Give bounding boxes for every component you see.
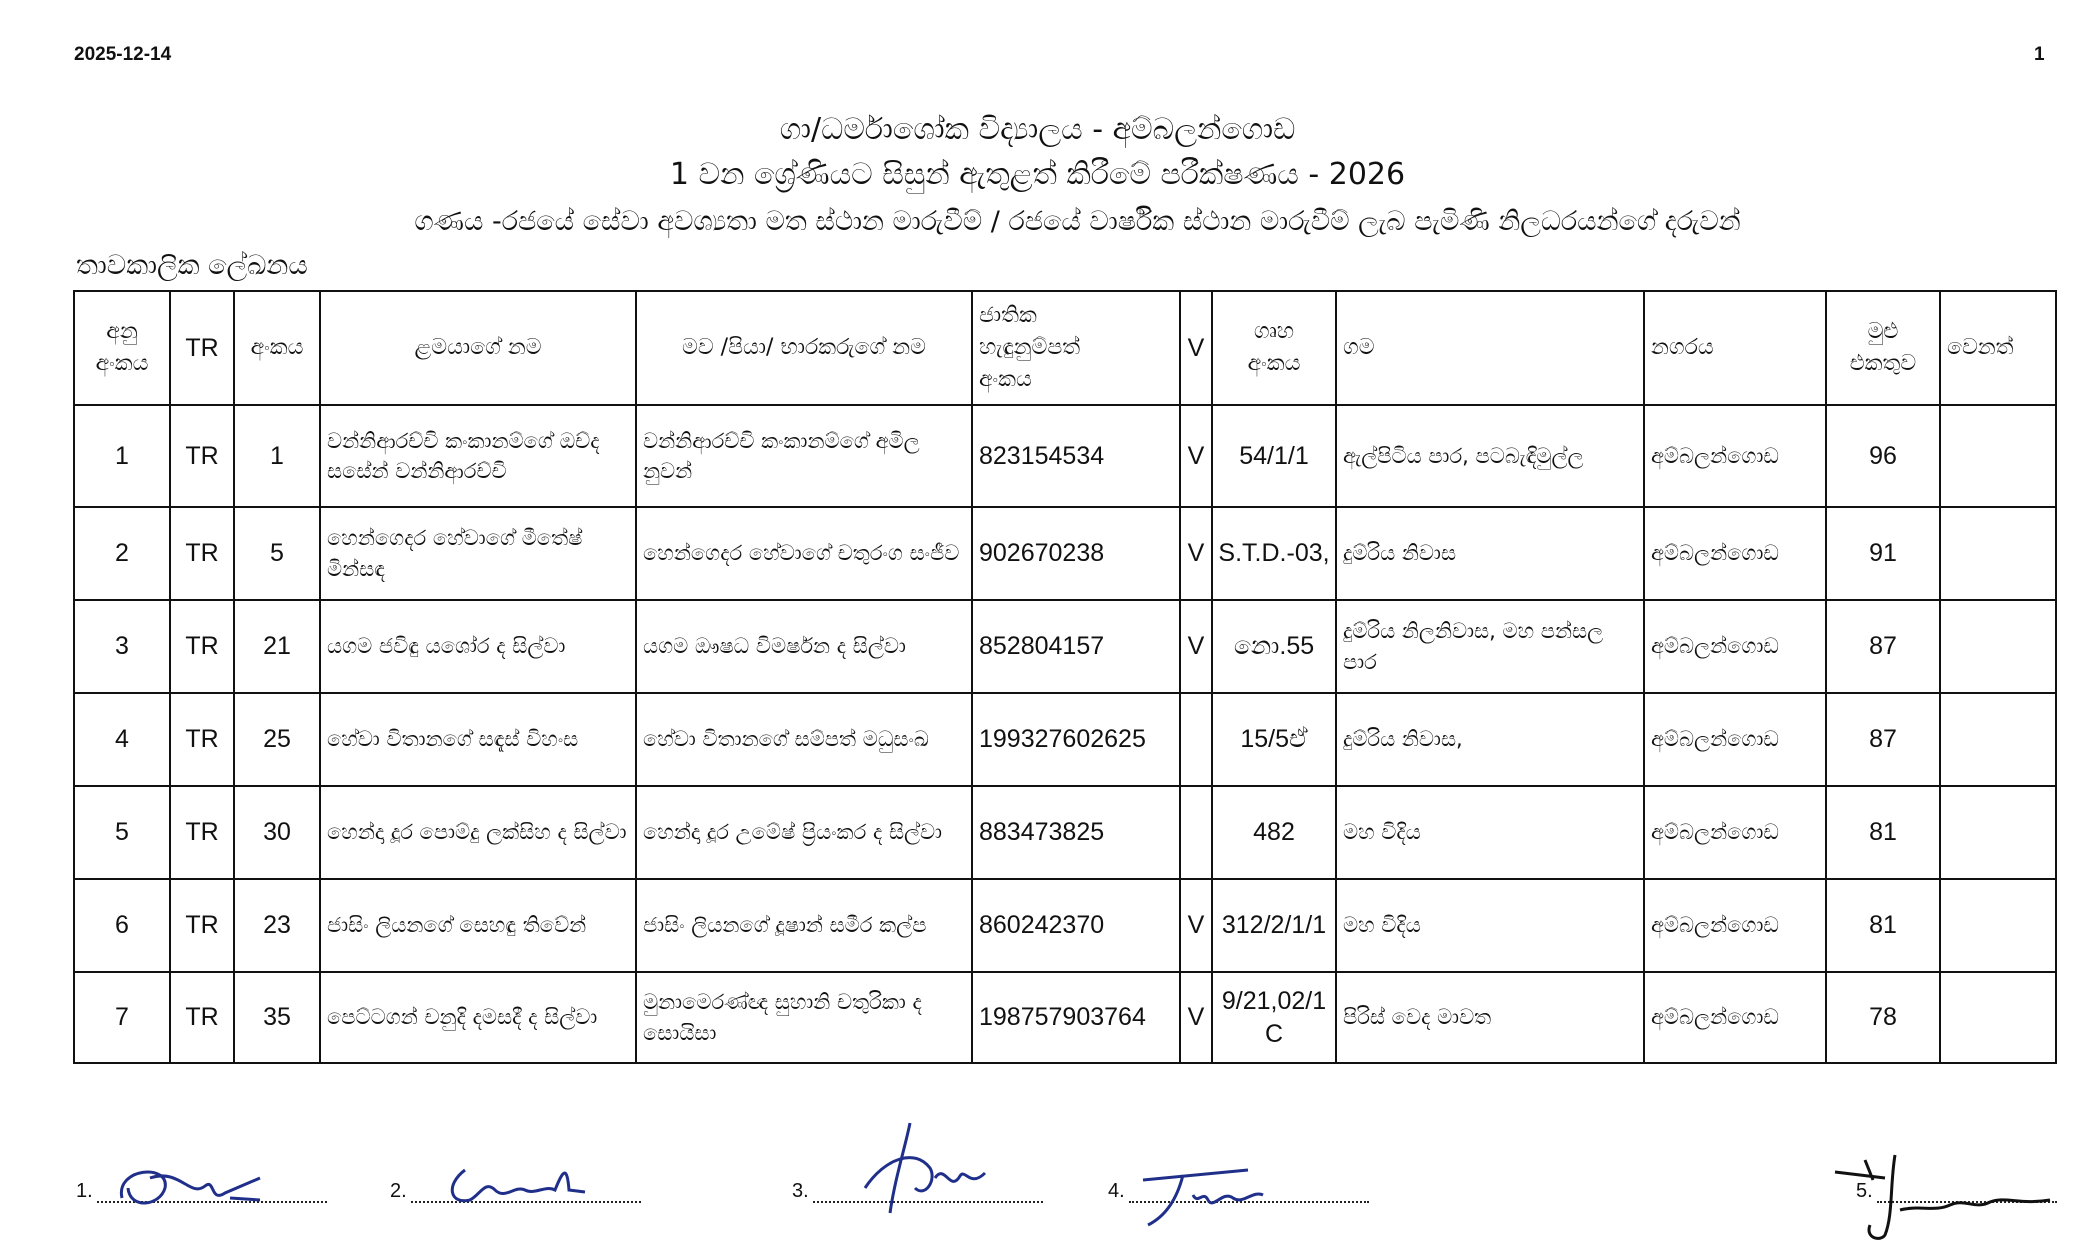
cell-total: 87 — [1826, 693, 1940, 786]
results-table — [73, 290, 2057, 1064]
cell-serial: 7 — [74, 972, 170, 1063]
col-city: නගරය — [1644, 291, 1826, 405]
cell-tr: TR — [170, 786, 234, 879]
col-parent-name: මව /පියා/ භාරකරුගේ නම — [636, 291, 972, 405]
cell-city: අම්බලන්ගොඩ — [1644, 972, 1826, 1063]
cell-tr: TR — [170, 879, 234, 972]
table-row — [74, 507, 2056, 600]
cell-number: 30 — [234, 786, 320, 879]
cell-tr: TR — [170, 507, 234, 600]
cell-total: 78 — [1826, 972, 1940, 1063]
cell-parent-name: යගම ඖෂධ විමර්ෂන ද සිල්වා — [636, 600, 972, 693]
cell-house: 9/21,02/1 C — [1212, 972, 1336, 1063]
cell-house: 15/5ඒ — [1212, 693, 1336, 786]
cell-nic: 199327602625 — [972, 693, 1180, 786]
table-row — [74, 405, 2056, 507]
cell-nic: 883473825 — [972, 786, 1180, 879]
cell-nic: 852804157 — [972, 600, 1180, 693]
cell-number: 5 — [234, 507, 320, 600]
col-serial: අනු අංකය — [74, 291, 170, 405]
cell-tr: TR — [170, 693, 234, 786]
col-tr: TR — [170, 291, 234, 405]
cell-parent-name: හෙන්ගෙදර හේවාගේ චතුරංග සංජීව — [636, 507, 972, 600]
cell-v — [1180, 786, 1212, 879]
cell-city: අම්බලන්ගොඩ — [1644, 786, 1826, 879]
school-title: ගා/ධර්මාශෝක විද්‍යාලය - අම්බලන්ගොඩ — [779, 112, 1296, 147]
cell-number: 25 — [234, 693, 320, 786]
cell-total: 81 — [1826, 786, 1940, 879]
signature-3-icon — [855, 1118, 1005, 1218]
signature-label: 5. — [1856, 1180, 1873, 1202]
col-village: ගම — [1336, 291, 1644, 405]
cell-serial: 3 — [74, 600, 170, 693]
cell-tr: TR — [170, 972, 234, 1063]
cell-city: අම්බලන්ගොඩ — [1644, 879, 1826, 972]
signature-label: 1. — [76, 1180, 93, 1202]
cell-v: V — [1180, 507, 1212, 600]
cell-number: 23 — [234, 879, 320, 972]
cell-village: දුම්රිය නිලනිවාස, මහ පන්සල පාර — [1336, 600, 1644, 693]
cell-city: අම්බලන්ගොඩ — [1644, 693, 1826, 786]
signature-5-icon — [1825, 1150, 2060, 1245]
cell-child-name: පෙට්ටගන් චනුදි දමසදී ද සිල්වා — [320, 972, 636, 1063]
document-subtitle: තාවකාලික ලේඛනය — [76, 250, 308, 281]
signature-1-icon — [110, 1158, 270, 1218]
cell-village: පිරිස් වෙද මාවත — [1336, 972, 1644, 1063]
table-header-row — [74, 291, 2056, 405]
cell-house: 482 — [1212, 786, 1336, 879]
cell-other — [1940, 879, 2056, 972]
table-row — [74, 600, 2056, 693]
cell-nic: 823154534 — [972, 405, 1180, 507]
cell-tr: TR — [170, 600, 234, 693]
cell-total: 91 — [1826, 507, 1940, 600]
signature-label: 3. — [792, 1180, 809, 1202]
cell-total: 81 — [1826, 879, 1940, 972]
cell-parent-name: ජාසිං ලියනගේ දූෂාන් සමීර කල්ප — [636, 879, 972, 972]
exam-title: 1 වන ශ්‍රේණියට සිසුන් ඇතුළත් කිරීමේ පරීක්ෂණය - 2026 — [669, 157, 1406, 192]
print-date: 2025-12-14 — [74, 44, 172, 65]
cell-tr: TR — [170, 405, 234, 507]
cell-nic: 902670238 — [972, 507, 1180, 600]
cell-v: V — [1180, 600, 1212, 693]
col-total: මුළු එකතුව — [1826, 291, 1940, 405]
cell-house: 54/1/1 — [1212, 405, 1336, 507]
cell-parent-name: හේවා විතානගේ සම්පත් මධුසංඛ — [636, 693, 972, 786]
cell-house: නො.55 — [1212, 600, 1336, 693]
cell-v: V — [1180, 879, 1212, 972]
cell-child-name: හේවා විතානගේ සඳැස් විහංස — [320, 693, 636, 786]
table-row — [74, 879, 2056, 972]
cell-city: අම්බලන්ගොඩ — [1644, 600, 1826, 693]
cell-village: මහ විදිය — [1336, 786, 1644, 879]
cell-village: මහ විදිය — [1336, 879, 1644, 972]
col-nic: ජාතික හැඳුනුම්පත් අංකය — [972, 291, 1180, 405]
cell-other — [1940, 786, 2056, 879]
col-house: ගෘහ අංකය — [1212, 291, 1336, 405]
cell-other — [1940, 972, 2056, 1063]
cell-serial: 1 — [74, 405, 170, 507]
cell-village: දුම්රිය නිවාස — [1336, 507, 1644, 600]
page-number: 1 — [2034, 44, 2045, 65]
cell-other — [1940, 507, 2056, 600]
cell-parent-name: හෙන්දා දූර උමේෂ් ප්‍රියංකර ද සිල්වා — [636, 786, 972, 879]
cell-serial: 6 — [74, 879, 170, 972]
cell-child-name: වන්නිආරච්චි කංකානම්ගේ ඔච්ද සසේන් වන්නිආරච්චි — [320, 405, 636, 507]
cell-child-name: හෙන්ගෙදර හේවාගේ මීතේෂ් මින්සඳ — [320, 507, 636, 600]
table-row — [74, 693, 2056, 786]
col-other: වෙනත් — [1940, 291, 2056, 405]
cell-house: 312/2/1/1 — [1212, 879, 1336, 972]
cell-child-name: හෙන්දා දූර පොම්දු ලක්සිහ ද සිල්වා — [320, 786, 636, 879]
cell-v — [1180, 693, 1212, 786]
cell-serial: 5 — [74, 786, 170, 879]
col-child-name: ළමයාගේ නම — [320, 291, 636, 405]
signature-label: 4. — [1108, 1180, 1125, 1202]
category-title: ගණය -රජයේ සේවා අවශ්‍යතා මත ස්ථාන මාරුවීම් / රජයේ වාර්ෂික ස්ථාන මාරුවීම් ලැබ පැමිණි නිලධරයන්ගේ දරුවන් — [414, 206, 1741, 237]
cell-total: 96 — [1826, 405, 1940, 507]
cell-child-name: යගම ජවිඳු යශෝර ද සිල්වා — [320, 600, 636, 693]
cell-village: ඇල්පිටිය පාර, පටබැඳිමුල්ල — [1336, 405, 1644, 507]
cell-number: 35 — [234, 972, 320, 1063]
cell-other — [1940, 600, 2056, 693]
cell-nic: 198757903764 — [972, 972, 1180, 1063]
cell-serial: 2 — [74, 507, 170, 600]
cell-village: දුම්රිය නිවාස, — [1336, 693, 1644, 786]
cell-nic: 860242370 — [972, 879, 1180, 972]
table-row — [74, 786, 2056, 879]
cell-other — [1940, 405, 2056, 507]
cell-child-name: ජාසිං ලියනගේ සෙහඳු තිවේන් — [320, 879, 636, 972]
cell-number: 1 — [234, 405, 320, 507]
cell-house: S.T.D.-03, — [1212, 507, 1336, 600]
cell-v: V — [1180, 972, 1212, 1063]
col-v: V — [1180, 291, 1212, 405]
cell-parent-name: වන්නිආරච්චි කංකානම්ගේ අමිල නුවන් — [636, 405, 972, 507]
cell-total: 87 — [1826, 600, 1940, 693]
table-row — [74, 972, 2056, 1063]
cell-other — [1940, 693, 2056, 786]
cell-serial: 4 — [74, 693, 170, 786]
cell-city: අම්බලන්ගොඩ — [1644, 507, 1826, 600]
signature-4-icon — [1138, 1160, 1278, 1230]
col-number: අංකය — [234, 291, 320, 405]
cell-number: 21 — [234, 600, 320, 693]
cell-parent-name: මුනාමෙරණ්ඥ සුහානි චතුරිකා ද සොයිසා — [636, 972, 972, 1063]
signature-label: 2. — [390, 1180, 407, 1202]
cell-v: V — [1180, 405, 1212, 507]
signature-2-icon — [445, 1160, 595, 1210]
cell-city: අම්බලන්ගොඩ — [1644, 405, 1826, 507]
